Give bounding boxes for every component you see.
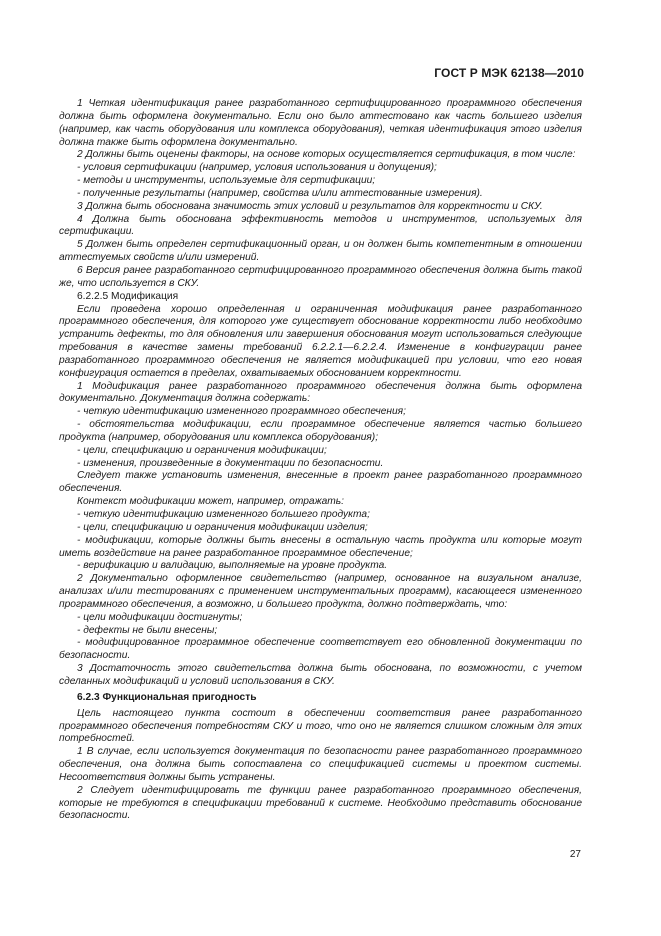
list-item: - модификации, которые должны быть внесены в остальную часть продукта или которые могут иметь воздействие на ранее разработанное программное обеспечение; — [59, 534, 582, 559]
list-item: - дефекты не были внесены; — [77, 624, 218, 636]
list-item: - цели, спецификацию и ограничения модификации изделия; — [77, 521, 368, 533]
paragraph: 1 Четкая идентификация ранее разработанного сертифицированного программного обеспечения должна быть оформлена документально. Если оно было аттестовано как часть большего изделия (например, как часть оборудования или комплекса оборудования), четкая идентификация этого изделия должна также быть оформлена документально. — [59, 98, 582, 148]
list-item: - условия сертификации (например, условия использования и допущения); — [77, 162, 437, 174]
paragraph: 2 Документально оформленное свидетельство (например, основанное на визуальном анализе, анализах и/или тестированиях с применением инструментальных программ), касающееся измененного программного обеспечения, а возможно, и большего продукта, должно подтверждать, что: — [59, 573, 582, 610]
list-item: - изменения, произведенные в документации по безопасности. — [77, 457, 384, 469]
paragraph: Цель настоящего пункта состоит в обеспечении соответствия ранее разработанного программного обеспечения потребностям СКУ и того, что оно не является слишком сложным для этих потребностей. — [59, 707, 582, 745]
section-heading: 6.2.3 Функциональная пригодность — [77, 691, 257, 703]
paragraph: Если проведена хорошо определенная и ограниченная модификация ранее разработанного программного обеспечения, для которого уже существует обоснование корректности либо необходимо устранить дефекты, то для обновления или завершения обоснования могут использоваться следующие требования в качестве замены требований 6.2.2.1—6.2.2.4. Изменение в конфигурации ранее разработанного программного обеспечения не является модификацией при условии, что его новая конфигурация остается в пределах, охватываемых обоснованием корректности. — [59, 303, 582, 379]
paragraph: Следует также установить изменения, внесенные в проект ранее разработанного программного обеспечения. — [59, 470, 582, 495]
list-item: - полученные результаты (например, свойства и/или аттестованные измерения). — [77, 187, 483, 199]
paragraph: 2 Должны быть оценены факторы, на основе которых осуществляется сертификация, в том числе: — [77, 149, 576, 161]
paragraph: 3 Должна быть обоснована значимость этих условий и результатов для корректности и СКУ. — [77, 200, 543, 212]
list-item: - цели модификации достигнуты; — [77, 611, 243, 623]
list-item: - верификацию и валидацию, выполняемые на уровне продукта. — [77, 560, 388, 572]
list-item: - цели, спецификацию и ограничения модификации; — [77, 444, 327, 456]
list-item: - модифицированное программное обеспечение соответствует его обновленной документации по безопасности. — [59, 637, 582, 662]
paragraph: 3 Достаточность этого свидетельства должна быть обоснована, по возможности, с учетом сделанных модификаций и условий использования в СКУ. — [59, 663, 582, 687]
list-item: - четкую идентификацию измененного большего продукта; — [77, 509, 370, 520]
paragraph: 5 Должен быть определен сертификационный орган, и он должен быть компетентным в отношении аттестуемых свойств и/или измерений. — [59, 239, 582, 264]
list-item: - обстоятельства модификации, если программное обеспечение является частью большего продукта (например, оборудования или комплекса оборудования); — [59, 419, 582, 443]
list-item: - методы и инструменты, используемые для сертификации; — [77, 175, 376, 187]
paragraph: Контекст модификации может, например, отражать: — [77, 496, 344, 508]
paragraph: 2 Следует идентифицировать те функции ранее разработанного программного обеспечения, которые не требуются в спецификации требований к системе. Необходимо представить обоснование безопасности. — [59, 784, 582, 822]
paragraph: 1 Модификация ранее разработанного программного обеспечения должна быть оформлена документально. Документация должна содержать: — [59, 380, 582, 405]
page-number: 27 — [569, 849, 581, 860]
paragraph: 6 Версия ранее разработанного сертифицированного программного обеспечения должна быть такой же, что используется в СКУ. — [59, 264, 582, 289]
paragraph: 4 Должна быть обоснована эффективность методов и инструментов, используемых для сертификации. — [59, 213, 582, 238]
list-item: - четкую идентификацию измененного программного обеспечения; — [77, 406, 406, 418]
document-body — [59, 98, 582, 823]
standard-designation: ГОСТ Р МЭК 62138—2010 — [434, 66, 584, 80]
subsection-heading: 6.2.2.5 Модификация — [77, 290, 179, 302]
paragraph: 1 В случае, если используется документация по безопасности ранее разработанного программного обеспечения, она должна быть сопоставлена со спецификацией системы и проектом системы. Несоответствия должны быть устранены. — [59, 746, 582, 783]
